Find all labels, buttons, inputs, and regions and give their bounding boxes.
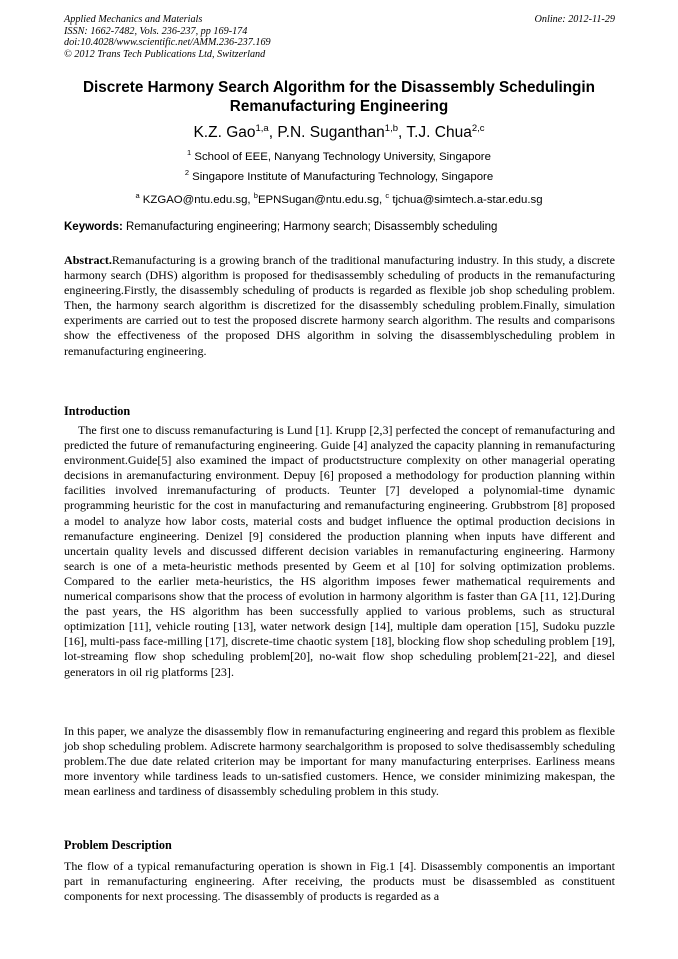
author-sup: 1,b	[384, 123, 399, 134]
affiliation-2	[40, 170, 638, 184]
author-name: K.Z. Gao	[193, 124, 256, 141]
paper-title: Discrete Harmony Search Algorithm for the Disassembly Schedulingin Remanufacturing Engineering	[82, 79, 595, 115]
doi-line: doi:10.4028/www.scientific.net/AMM.236-237.169	[64, 37, 271, 49]
abstract	[64, 253, 615, 359]
intro-paragraph-2: In this paper, we analyze the disassembly flow in remanufacturing engineering and regard this problem as flexible job shop scheduling problem. Adiscrete harmony searchalgorithm is proposed to solve thedisassembly scheduling problem.The due date related criterion may be important for many manufacturing enterprises. Earliness means more inventory while tardiness leads to un-satisfied customers. Hence, we consider minimizing makespan, the mean earliness and tardiness of disassembly scheduling problem in this study.	[64, 724, 615, 799]
email-link[interactable]: EPNSugan@ntu.edu.sg,	[257, 194, 383, 206]
email-line	[40, 193, 638, 207]
section-heading-introduction: Introduction	[64, 404, 131, 418]
email-sup: c	[385, 191, 390, 200]
email-link[interactable]: KZGAO@ntu.edu.sg,	[142, 194, 251, 206]
copyright-line: © 2012 Trans Tech Publications Ltd, Switzerland	[64, 48, 266, 60]
author-name: T.J. Chua	[406, 124, 472, 141]
journal-name: Applied Mechanics and Materials	[64, 14, 203, 25]
author-name: P.N. Suganthan	[277, 124, 385, 141]
affiliation-sup: 2	[184, 168, 189, 177]
keywords-label: Keywords:	[64, 221, 123, 233]
intro-paragraph-1: The first one to discuss remanufacturing is Lund [1]. Krupp [2,3] perfected the concept of remanufacturing and predicted the future of remanufacturing engineering. Guide [4] analyzed the capacity planning in remanufacturing environment.Guide[5] also examined the impact of productstructure complexity on other managerial operating decisions in aremanufacturing environment. Depuy [6] proposed a methodology for production planning within facilities involved inremanufacturing of products. Teunter [7] developed a polynomial-time dynamic programming heuristic for the cost in manufacturing and remanufacturing engineering. Grubbstrom [8] proposed a model to analyze how labor costs, material costs and budget influence the optimal production decisions in remanufacture engineering. Denizel [9] considered the production planning when inputs have different and uncertain quality levels and discussed different decision variables in remanufacturing engineering. Harmony search is one of a meta-heuristic methods presented by Geem et al [10] for solving optimization problems. Compared to the earlier meta-heuristics, the HS algorithm imposes fewer mathematical requirements and numerical comparisons show that the process of evolution in harmony algorithm is faster than GA [11, 12].During the past years, the HS algorithm has been successfully applied to various problems, such as structural optimization [11], vehicle routing [13], water network design [14], multiple dam operation [15], Sudoku puzzle [16], multi-pass face-milling [17], discrete-time chaotic system [18], blocking flow shop scheduling problem [19], lot-streaming flow shop scheduling problem[20], no-wait flow shop scheduling problem[21-22], and diesel generators in oil rig platforms [23].	[64, 423, 616, 679]
author-list: K.Z. Gao$^{1,a}$, P.N. Suganthan$^{1,b}$, T.J. Chua$^{2,c}$	[193, 123, 485, 141]
email-sup: b	[253, 191, 258, 200]
problem-paragraph: The flow of a typical remanufacturing operation is shown in Fig.1 [4]. Disassembly componentis an important part in remanufacturing engineering. After receiving, the products must be disassembled as constituent components for next processing. The disassembly of products is regarded as a	[64, 859, 615, 904]
author-sup: 2,c	[471, 123, 485, 134]
keywords-text: Remanufacturing engineering; Harmony search; Disassembly scheduling	[126, 221, 498, 233]
affiliation-text: School of EEE, Nanyang Technology University, Singapore	[194, 151, 491, 163]
abstract-label: Abstract.	[64, 253, 112, 267]
issn-line: ISSN: 1662-7482, Vols. 236-237, pp 169-174	[64, 25, 248, 37]
section-heading-problem-description: Problem Description	[64, 838, 172, 852]
keywords	[64, 220, 615, 234]
affiliation-sup: 1	[187, 148, 192, 157]
affiliation-text: Singapore Institute of Manufacturing Technology, Singapore	[192, 171, 494, 183]
online-date: Online: 2012-11-29	[534, 14, 615, 25]
email-sup: a	[135, 191, 140, 200]
email-link[interactable]: tjchua@simtech.a-star.edu.sg	[392, 194, 543, 206]
abstract-text: Remanufacturing is a growing branch of the traditional manufacturing industry. In this study, a discrete harmony search (DHS) algorithm is proposed for thedisassembly scheduling of products in the remanufacturing engineering.Firstly, the disassembly scheduling of products is regarded as flexible job shop scheduling problem. Then, the harmony search algorithm is discretized for the disassembly scheduling problem.Finally, simulation experiments are carried out to test the proposed discrete harmony search algorithm. The results and comparisons show the effectiveness of the proposed DHS algorithm in solving the disassemblyscheduling problem in remanufacturing engineering.	[64, 253, 615, 358]
author-sup: 1,a	[255, 123, 269, 134]
affiliation-1	[40, 150, 638, 164]
running-header	[64, 14, 615, 60]
